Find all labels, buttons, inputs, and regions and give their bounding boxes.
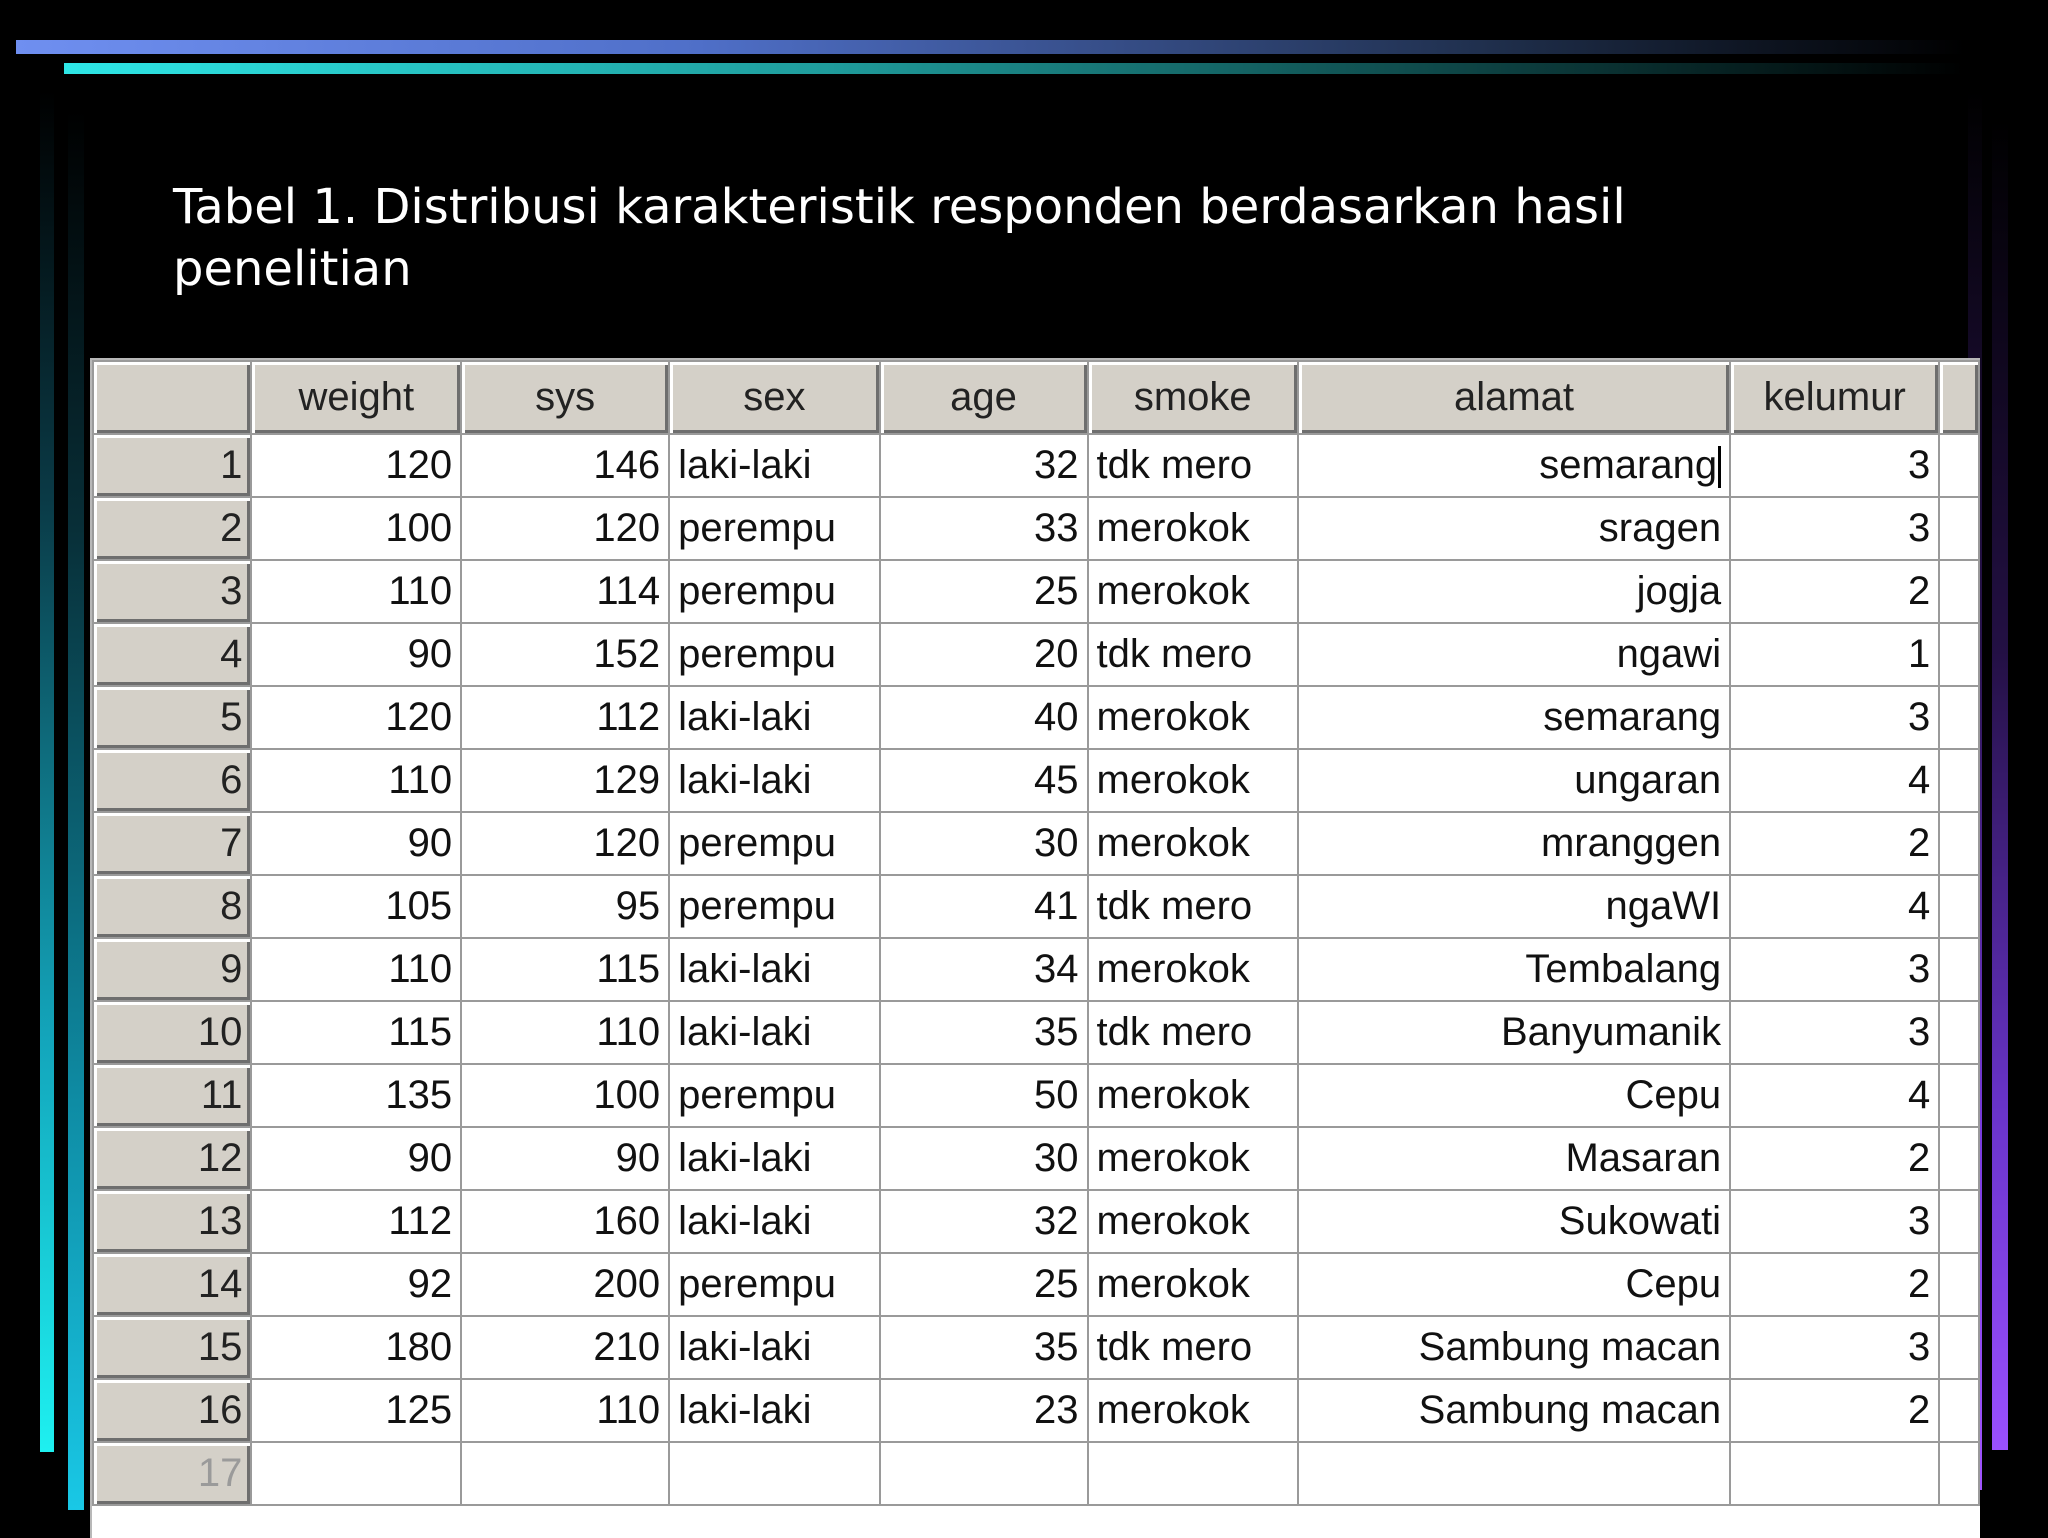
- table-row: [93, 686, 1979, 749]
- cell-sex[interactable]: perempu: [669, 497, 879, 560]
- col-header-next[interactable]: [1939, 361, 1979, 434]
- table-row: [93, 1316, 1979, 1379]
- cell-age[interactable]: 34: [880, 938, 1088, 1001]
- cell-sys[interactable]: 210: [461, 1316, 669, 1379]
- cell-kelumur[interactable]: 3: [1730, 1001, 1939, 1064]
- row-header[interactable]: 1: [93, 434, 251, 497]
- cell-sex[interactable]: laki-laki: [669, 434, 879, 497]
- cell-age[interactable]: 25: [880, 1253, 1088, 1316]
- cell-sys[interactable]: 95: [461, 875, 669, 938]
- table-row: [93, 1253, 1979, 1316]
- cell-weight[interactable]: 120: [251, 434, 461, 497]
- cell-smoke[interactable]: merokok: [1088, 1064, 1298, 1127]
- cell-sex[interactable]: laki-laki: [669, 749, 879, 812]
- cell-smoke[interactable]: merokok: [1088, 686, 1298, 749]
- cell-age[interactable]: 41: [880, 875, 1088, 938]
- cell-age[interactable]: 33: [880, 497, 1088, 560]
- cell-sex[interactable]: perempu: [669, 560, 879, 623]
- header-row: [93, 361, 1979, 434]
- cell-empty[interactable]: [251, 1442, 461, 1505]
- cell-alamat[interactable]: Sambung macan: [1298, 1379, 1730, 1442]
- decor-bar-left: [40, 90, 54, 1452]
- cell-sex[interactable]: perempu: [669, 875, 879, 938]
- cell-sys[interactable]: 152: [461, 623, 669, 686]
- decor-bar-top: [16, 40, 1966, 54]
- cell-sex[interactable]: laki-laki: [669, 1379, 879, 1442]
- cell-sys[interactable]: 90: [461, 1127, 669, 1190]
- cell-weight[interactable]: 180: [251, 1316, 461, 1379]
- cell-smoke[interactable]: tdk mero: [1088, 434, 1298, 497]
- cell-alamat[interactable]: ngawi: [1298, 623, 1730, 686]
- cell-kelumur[interactable]: 3: [1730, 686, 1939, 749]
- cell-empty[interactable]: [1298, 1442, 1730, 1505]
- table-row: [93, 497, 1979, 560]
- cell-next[interactable]: [1939, 1379, 1979, 1442]
- row-header[interactable]: 9: [93, 938, 251, 1001]
- row-header[interactable]: 11: [93, 1064, 251, 1127]
- col-header-sex[interactable]: sex: [669, 361, 879, 434]
- cell-sys[interactable]: 112: [461, 686, 669, 749]
- cell-sex[interactable]: laki-laki: [669, 1190, 879, 1253]
- cell-next[interactable]: [1939, 749, 1979, 812]
- cell-alamat[interactable]: mranggen: [1298, 812, 1730, 875]
- cell-sex[interactable]: laki-laki: [669, 1316, 879, 1379]
- cell-next[interactable]: [1939, 1190, 1979, 1253]
- cell-sys[interactable]: 115: [461, 938, 669, 1001]
- cell-age[interactable]: 20: [880, 623, 1088, 686]
- cell-kelumur[interactable]: 2: [1730, 1253, 1939, 1316]
- row-header[interactable]: 15: [93, 1316, 251, 1379]
- row-header[interactable]: 4: [93, 623, 251, 686]
- cell-weight[interactable]: 110: [251, 938, 461, 1001]
- table-row: [93, 1127, 1979, 1190]
- cell-next[interactable]: [1939, 1127, 1979, 1190]
- cell-age[interactable]: 35: [880, 1316, 1088, 1379]
- cell-alamat[interactable]: Masaran: [1298, 1127, 1730, 1190]
- row-header[interactable]: 14: [93, 1253, 251, 1316]
- cell-sex[interactable]: laki-laki: [669, 1127, 879, 1190]
- cell-age[interactable]: 25: [880, 560, 1088, 623]
- cell-empty[interactable]: [1730, 1442, 1939, 1505]
- cell-age[interactable]: 35: [880, 1001, 1088, 1064]
- cell-next[interactable]: [1939, 938, 1979, 1001]
- decor-bar-top-cyan: [64, 63, 1964, 74]
- cell-kelumur[interactable]: 1: [1730, 623, 1939, 686]
- cell-weight[interactable]: 120: [251, 686, 461, 749]
- cell-next[interactable]: [1939, 1064, 1979, 1127]
- cell-kelumur[interactable]: 4: [1730, 749, 1939, 812]
- cell-kelumur[interactable]: 3: [1730, 497, 1939, 560]
- cell-kelumur[interactable]: 3: [1730, 1190, 1939, 1253]
- col-header-age[interactable]: age: [880, 361, 1088, 434]
- row-header[interactable]: 5: [93, 686, 251, 749]
- cell-sex[interactable]: laki-laki: [669, 1001, 879, 1064]
- cell-smoke[interactable]: merokok: [1088, 1379, 1298, 1442]
- cell-next[interactable]: [1939, 497, 1979, 560]
- cell-age[interactable]: 23: [880, 1379, 1088, 1442]
- cell-alamat[interactable]: Sukowati: [1298, 1190, 1730, 1253]
- cell-next[interactable]: [1939, 623, 1979, 686]
- cell-smoke[interactable]: merokok: [1088, 812, 1298, 875]
- cell-next[interactable]: [1939, 875, 1979, 938]
- cell-smoke[interactable]: merokok: [1088, 1127, 1298, 1190]
- cell-alamat[interactable]: ngaWI: [1298, 875, 1730, 938]
- decor-bar-left-inner: [68, 110, 84, 1510]
- row-header[interactable]: 17: [93, 1442, 251, 1505]
- row-header[interactable]: 7: [93, 812, 251, 875]
- cell-smoke[interactable]: tdk mero: [1088, 1001, 1298, 1064]
- cell-smoke[interactable]: merokok: [1088, 560, 1298, 623]
- table-row: [93, 812, 1979, 875]
- cell-empty[interactable]: [1088, 1442, 1298, 1505]
- cell-alamat[interactable]: jogja: [1298, 560, 1730, 623]
- row-header[interactable]: 6: [93, 749, 251, 812]
- cell-sex[interactable]: perempu: [669, 812, 879, 875]
- col-header-weight[interactable]: weight: [251, 361, 461, 434]
- cell-alamat[interactable]: Sambung macan: [1298, 1316, 1730, 1379]
- cell-smoke[interactable]: merokok: [1088, 497, 1298, 560]
- cell-alamat[interactable]: Banyumanik: [1298, 1001, 1730, 1064]
- cell-alamat[interactable]: Cepu: [1298, 1253, 1730, 1316]
- slide-title: Tabel 1. Distribusi karakteristik responden berdasarkan hasil penelitian: [173, 179, 1626, 297]
- cell-sys[interactable]: 110: [461, 1379, 669, 1442]
- cell-empty[interactable]: [461, 1442, 669, 1505]
- cell-next[interactable]: [1939, 812, 1979, 875]
- row-header[interactable]: 16: [93, 1379, 251, 1442]
- cell-age[interactable]: 45: [880, 749, 1088, 812]
- table-row: [93, 938, 1979, 1001]
- table-row: [93, 875, 1979, 938]
- cell-sys[interactable]: 120: [461, 812, 669, 875]
- cell-kelumur[interactable]: 2: [1730, 1379, 1939, 1442]
- cell-weight[interactable]: 135: [251, 1064, 461, 1127]
- table-row: [93, 1064, 1979, 1127]
- cell-age[interactable]: 32: [880, 1190, 1088, 1253]
- cell-next[interactable]: [1939, 560, 1979, 623]
- cell-weight[interactable]: 90: [251, 812, 461, 875]
- cell-weight[interactable]: 110: [251, 560, 461, 623]
- cell-smoke[interactable]: merokok: [1088, 1190, 1298, 1253]
- cell-kelumur[interactable]: 3: [1730, 1316, 1939, 1379]
- col-header-alamat[interactable]: alamat: [1298, 361, 1730, 434]
- row-header[interactable]: 12: [93, 1127, 251, 1190]
- cell-sys[interactable]: 110: [461, 1001, 669, 1064]
- cell-next[interactable]: [1939, 1253, 1979, 1316]
- col-header-kelumur[interactable]: kelumur: [1730, 361, 1939, 434]
- table-row: [93, 1001, 1979, 1064]
- cell-sex[interactable]: perempu: [669, 623, 879, 686]
- text-cursor: [1718, 446, 1721, 488]
- cell-weight[interactable]: 105: [251, 875, 461, 938]
- cell-age[interactable]: 50: [880, 1064, 1088, 1127]
- cell-sys[interactable]: 200: [461, 1253, 669, 1316]
- table-row: [93, 1379, 1979, 1442]
- cell-smoke[interactable]: merokok: [1088, 749, 1298, 812]
- table-row: [93, 560, 1979, 623]
- table-row: [93, 623, 1979, 686]
- table-row: [93, 749, 1979, 812]
- cell-sys[interactable]: 100: [461, 1064, 669, 1127]
- row-header[interactable]: 3: [93, 560, 251, 623]
- cell-smoke[interactable]: merokok: [1088, 1253, 1298, 1316]
- cell-kelumur[interactable]: 2: [1730, 560, 1939, 623]
- cell-sex[interactable]: laki-laki: [669, 686, 879, 749]
- cell-weight[interactable]: 125: [251, 1379, 461, 1442]
- cell-empty[interactable]: [1939, 1442, 1979, 1505]
- cell-smoke[interactable]: tdk mero: [1088, 1316, 1298, 1379]
- cell-next[interactable]: [1939, 686, 1979, 749]
- cell-alamat[interactable]: sragen: [1298, 497, 1730, 560]
- cell-smoke[interactable]: tdk mero: [1088, 875, 1298, 938]
- cell-weight[interactable]: 100: [251, 497, 461, 560]
- cell-weight[interactable]: 112: [251, 1190, 461, 1253]
- cell-weight[interactable]: 90: [251, 623, 461, 686]
- table-row: [93, 1190, 1979, 1253]
- cell-alamat[interactable]: semarang: [1298, 434, 1730, 497]
- cell-smoke[interactable]: tdk mero: [1088, 623, 1298, 686]
- cell-alamat[interactable]: Cepu: [1298, 1064, 1730, 1127]
- cell-age[interactable]: 30: [880, 1127, 1088, 1190]
- col-header-sys[interactable]: sys: [461, 361, 669, 434]
- cell-kelumur[interactable]: 2: [1730, 812, 1939, 875]
- cell-alamat[interactable]: ungaran: [1298, 749, 1730, 812]
- cell-next[interactable]: [1939, 1316, 1979, 1379]
- cell-weight[interactable]: 90: [251, 1127, 461, 1190]
- cell-sys[interactable]: 160: [461, 1190, 669, 1253]
- cell-sys[interactable]: 114: [461, 560, 669, 623]
- cell-kelumur[interactable]: 4: [1730, 875, 1939, 938]
- cell-alamat[interactable]: semarang: [1298, 686, 1730, 749]
- row-header[interactable]: 10: [93, 1001, 251, 1064]
- cell-next[interactable]: [1939, 434, 1979, 497]
- table-row: [93, 434, 1979, 497]
- cell-empty[interactable]: [669, 1442, 879, 1505]
- table-row-empty: [93, 1442, 1979, 1505]
- cell-kelumur[interactable]: 3: [1730, 434, 1939, 497]
- row-header[interactable]: 2: [93, 497, 251, 560]
- data-table: [92, 360, 1980, 1506]
- cell-sys[interactable]: 146: [461, 434, 669, 497]
- cell-age[interactable]: 30: [880, 812, 1088, 875]
- col-header-smoke[interactable]: smoke: [1088, 361, 1298, 434]
- cell-kelumur[interactable]: 3: [1730, 938, 1939, 1001]
- cell-sex[interactable]: perempu: [669, 1064, 879, 1127]
- cell-sex[interactable]: laki-laki: [669, 938, 879, 1001]
- cell-age[interactable]: 40: [880, 686, 1088, 749]
- cell-kelumur[interactable]: 4: [1730, 1064, 1939, 1127]
- decor-bar-right-outer: [1992, 120, 2008, 1450]
- cell-next[interactable]: [1939, 1001, 1979, 1064]
- cell-sex[interactable]: perempu: [669, 1253, 879, 1316]
- row-header[interactable]: 8: [93, 875, 251, 938]
- cell-sys[interactable]: 120: [461, 497, 669, 560]
- cell-weight[interactable]: 110: [251, 749, 461, 812]
- data-sheet[interactable]: [90, 358, 1980, 1538]
- cell-kelumur[interactable]: 2: [1730, 1127, 1939, 1190]
- cell-sys[interactable]: 129: [461, 749, 669, 812]
- cell-weight[interactable]: 92: [251, 1253, 461, 1316]
- cell-smoke[interactable]: merokok: [1088, 938, 1298, 1001]
- cell-alamat[interactable]: Tembalang: [1298, 938, 1730, 1001]
- corner-cell[interactable]: [93, 361, 251, 434]
- row-header[interactable]: 13: [93, 1190, 251, 1253]
- cell-empty[interactable]: [880, 1442, 1088, 1505]
- cell-age[interactable]: 32: [880, 434, 1088, 497]
- cell-weight[interactable]: 115: [251, 1001, 461, 1064]
